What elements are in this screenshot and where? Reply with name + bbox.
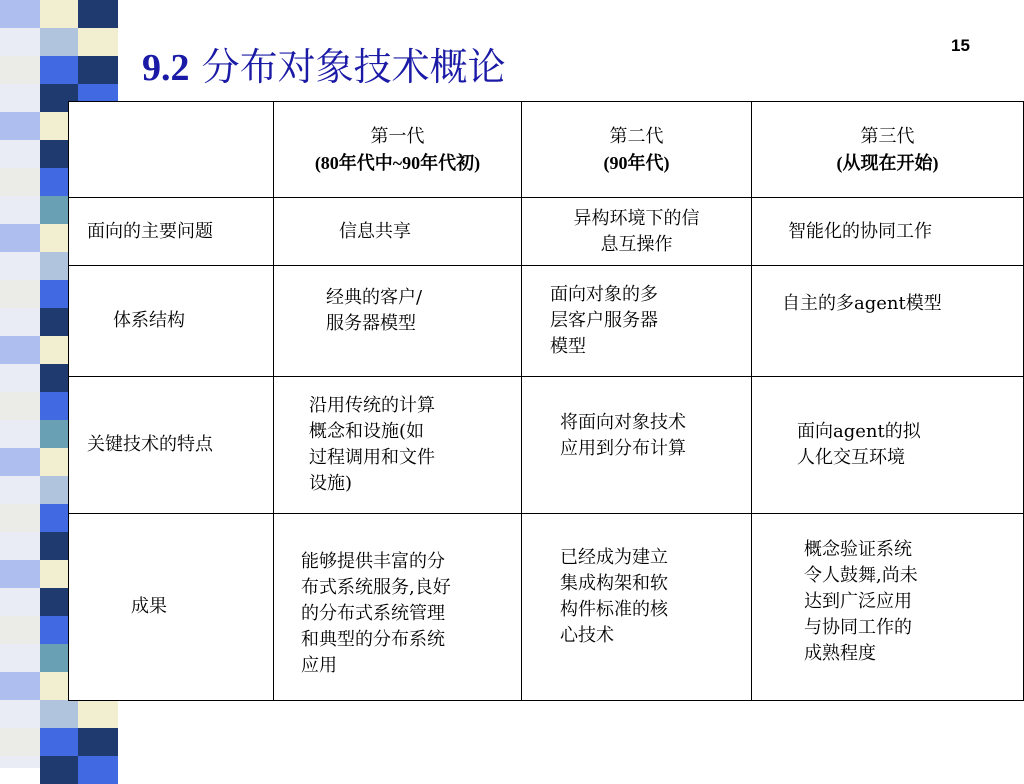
header-gen1-cell	[274, 102, 522, 198]
stripe-block	[40, 56, 78, 84]
row-gen1-text: 经典的客户/ 服务器模型	[326, 287, 423, 334]
gen2-name: 第二代	[609, 125, 664, 147]
row-gen3-text: 自主的多agent模型	[782, 293, 942, 314]
stripe-block	[78, 756, 118, 784]
table-row	[69, 266, 1024, 377]
stripe-block	[0, 336, 40, 364]
gen3-name: 第三代	[860, 125, 915, 147]
row-gen2-cell	[522, 377, 752, 514]
stripe-block	[0, 168, 40, 196]
stripe-block	[0, 280, 40, 308]
stripe-block	[0, 112, 40, 140]
stripe-block	[40, 728, 78, 756]
row-label: 成果	[131, 596, 167, 617]
row-label: 体系结构	[113, 310, 185, 331]
stripe-block	[0, 448, 40, 476]
row-gen3-text: 概念验证系统 令人鼓舞,尚未 达到广泛应用 与协同工作的 成熟程度	[804, 539, 918, 664]
stripe-block	[40, 0, 78, 28]
stripe-block	[0, 728, 40, 756]
row-label: 关键技术的特点	[87, 434, 213, 455]
row-gen3-cell	[752, 514, 1024, 701]
row-gen1-cell	[274, 198, 522, 266]
stripe-block	[0, 560, 40, 588]
stripe-block	[40, 756, 78, 784]
stripe-block	[78, 0, 118, 28]
row-label-cell	[69, 514, 274, 701]
stripe-block	[40, 28, 78, 56]
row-gen2-text: 已经成为建立 集成构架和软 构件标准的核 心技术	[560, 547, 668, 646]
row-gen2-cell	[522, 514, 752, 701]
gen1-name: 第一代	[370, 125, 425, 147]
row-label: 面向的主要问题	[87, 220, 213, 242]
header-gen3-cell	[752, 102, 1024, 198]
stripe-block	[0, 56, 40, 84]
row-gen3-cell	[752, 377, 1024, 514]
row-gen3-cell	[752, 266, 1024, 377]
row-gen2-text: 面向对象的多 层客户服务器 模型	[550, 284, 658, 357]
table-row	[69, 377, 1024, 514]
row-gen3-text: 智能化的协同工作	[788, 220, 932, 242]
row-label-cell	[69, 377, 274, 514]
row-gen2-cell	[522, 266, 752, 377]
stripe-block	[0, 504, 40, 532]
slide-number: 15	[951, 36, 970, 55]
stripe-block	[78, 28, 118, 56]
stripe-block	[0, 616, 40, 644]
row-gen2-text: 将面向对象技术 应用到分布计算	[560, 412, 686, 459]
stripe-block	[78, 728, 118, 756]
row-label-cell	[69, 198, 274, 266]
header-corner-cell	[69, 102, 274, 198]
title-text: 分布对象技术概论	[189, 45, 506, 89]
stripe-block	[78, 700, 118, 728]
row-label-cell	[69, 266, 274, 377]
row-gen3-cell	[752, 198, 1024, 266]
table-header-row	[69, 102, 1024, 198]
stripe-block	[0, 672, 40, 700]
table-row	[69, 198, 1024, 266]
comparison-table	[68, 101, 1024, 701]
stripe-col-1	[0, 0, 40, 768]
table-row	[69, 514, 1024, 701]
stripe-block	[40, 700, 78, 728]
row-gen1-text: 能够提供丰富的分 布式系统服务,良好 的分布式系统管理 和典型的分布系统 应用	[301, 551, 451, 676]
slide-title	[142, 45, 506, 89]
row-gen1-cell	[274, 377, 522, 514]
row-gen1-text: 沿用传统的计算 概念和设施(如 过程调用和文件 设施)	[309, 395, 435, 494]
gen1-period: (80年代中~90年代初)	[314, 152, 481, 173]
row-gen2-cell	[522, 198, 752, 266]
gen2-period: (90年代)	[603, 152, 670, 173]
header-gen2-cell	[522, 102, 752, 198]
stripe-block	[78, 56, 118, 84]
row-gen1-cell	[274, 266, 522, 377]
row-gen2-text: 异构环境下的信 息互操作	[573, 207, 700, 255]
row-gen1-text: 信息共享	[339, 220, 411, 242]
row-gen1-cell	[274, 514, 522, 701]
stripe-block	[0, 224, 40, 252]
stripe-block	[0, 392, 40, 420]
gen3-period: (从现在开始)	[836, 152, 939, 173]
row-gen3-text: 面向agent的拟 人化交互环境	[797, 421, 921, 468]
stripe-block	[0, 0, 40, 28]
title-section-number: 9.2	[142, 47, 190, 89]
